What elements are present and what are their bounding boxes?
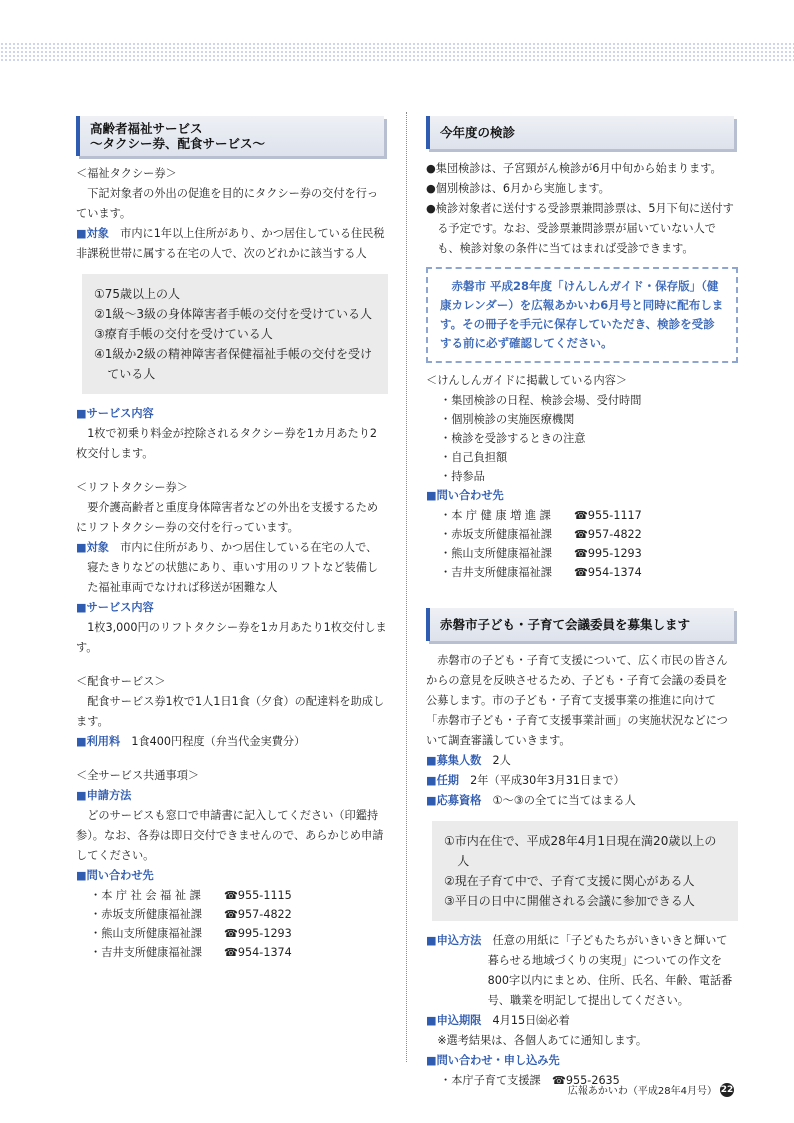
meal-desc: 配食サービス券1枚で1人1日1食（夕食）の配達料を助成します。 <box>76 695 385 728</box>
guide-item: ・検診を受診するときの注意 <box>440 432 586 445</box>
checkup-header: 今年度の検診 <box>426 116 734 149</box>
right-column <box>426 116 738 1090</box>
council-desc: 赤磐市の子ども・子育て支援について、広く市民の皆さんからの意見を反映させるため、子ども・子育て会議の委員を公募します。市の子ども・子育て支援事業の推進に向けて「赤磐市子ども・子育て支援事業計画」の実施状況などについて調査審議していきます。 <box>426 654 728 747</box>
contact-row: ・吉井支所健康福祉課 ☎954-1374 <box>440 566 642 579</box>
contact-row: ・本 庁 健 康 増 進 課 ☎955-1117 <box>440 509 642 522</box>
taxi-title: ＜福祉タクシー券＞ <box>76 167 177 180</box>
council-deadline-note: ※選考結果は、各個人あてに通知します。 <box>437 1034 648 1047</box>
guide-item: ・個別検診の実施医療機関 <box>440 413 575 426</box>
condition-item: ②現在子育て中で、子育て支援に関心がある人 <box>444 874 695 888</box>
guide-item: ・自己負担額 <box>440 451 508 464</box>
welfare-contact-label: ■問い合わせ先 <box>76 869 154 882</box>
contact-row: ・熊山支所健康福祉課 ☎995-1293 <box>90 927 292 940</box>
condition-item: ④1級か2級の精神障害者保健福祉手帳の交付を受けている人 <box>94 347 373 381</box>
footer-publication: 広報あかいわ（平成28年4月号） <box>567 1086 717 1097</box>
contact-row: ・吉井支所健康福祉課 ☎954-1374 <box>90 946 292 959</box>
guide-list <box>426 391 738 486</box>
lift-target: ■対象 市内に住所があり、かつ居住している在宅の人で、寝たきりなどの状態にあり、車いす用のリフトなど装備した福祉車両でなければ移送が困難な人 <box>76 541 379 594</box>
council-conditions-box <box>432 821 738 921</box>
column-divider <box>406 112 407 1062</box>
guide-title: ＜けんしんガイドに掲載している内容＞ <box>426 374 628 387</box>
taxi-desc: 下記対象者の外出の促進を目的にタクシー券の交付を行っています。 <box>76 187 379 220</box>
contact-row: ・本 庁 社 会 福 祉 課 ☎955-1115 <box>90 889 292 902</box>
top-dotted-band <box>0 42 794 62</box>
council-header: 赤磐市子ども・子育て会議委員を募集します <box>426 608 734 641</box>
elderly-welfare-header: 高齢者福祉サービス ～タクシー券、配食サービス～ <box>76 116 384 156</box>
lift-service-label: ■サービス内容 <box>76 601 154 614</box>
meal-fee: ■利用料 1食400円程度（弁当代金実費分） <box>76 735 306 748</box>
taxi-conditions-box <box>82 274 388 394</box>
taxi-target: ■対象 市内に1年以上住所があり、かつ居住している住民税非課税世帯に属する在宅の人で、次のどれかに該当する人 <box>76 227 385 260</box>
condition-item: ③療育手帳の交付を受けている人 <box>94 327 273 341</box>
condition-item: ③平日の日中に開催される会議に参加できる人 <box>444 894 695 908</box>
guide-item: ・集団検診の日程、検診会場、受付時間 <box>440 394 642 407</box>
common-title: ＜全サービス共通事項＞ <box>76 769 200 782</box>
contact-row: ・赤坂支所健康福祉課 ☎957-4822 <box>440 528 642 541</box>
contact-row: ・熊山支所健康福祉課 ☎995-1293 <box>440 547 642 560</box>
council-term: ■任期 2年（平成30年3月31日まで） <box>426 774 625 787</box>
council-count: ■募集人数 2人 <box>426 754 511 767</box>
condition-item: ②1級～3級の身体障害者手帳の交付を受けている人 <box>94 307 373 321</box>
left-column <box>76 116 388 962</box>
contact-row: ・赤坂支所健康福祉課 ☎957-4822 <box>90 908 292 921</box>
page-number: 22 <box>720 1084 734 1095</box>
kenshin-guide-notice: 赤磐市 平成28年度「けんしんガイド・保存版」（健康カレンダー）を広報あかいわ6月号と同時に配布します。その冊子を手元に保存していただき、検診を受診する前に必ず確認してください。 <box>426 267 738 363</box>
checkup-item: ●検診対象者に送付する受診票兼問診票は、5月下旬に送付する予定です。なお、受診票兼問診票が届いていない人でも、検診対象の条件に当てはまれば受診できます。 <box>426 202 734 255</box>
guide-item: ・持参品 <box>440 470 485 483</box>
condition-item: ①75歳以上の人 <box>94 287 181 301</box>
contact-row: ・本庁子育て支援課 ☎955-2635 <box>440 1074 620 1087</box>
apply-label: ■申請方法 <box>76 789 132 802</box>
checkup-item: ●集団検診は、子宮頸がん検診が6月中旬から始まります。 <box>426 162 722 175</box>
lift-title: ＜リフトタクシー券＞ <box>76 481 188 494</box>
checkup-item: ●個別検診は、6月から実施します。 <box>426 182 610 195</box>
checkup-contact-label: ■問い合わせ先 <box>426 489 504 502</box>
lift-service-text: 1枚3,000円のリフトタクシー券を1カ月あたり1枚交付します。 <box>76 621 387 654</box>
taxi-service-text: 1枚で初乗り料金が控除されるタクシー券を1カ月あたり2枚交付します。 <box>76 427 378 460</box>
page-footer <box>568 1082 734 1097</box>
council-deadline: ■申込期限 4月15日㈮必着 <box>426 1014 570 1027</box>
apply-text: どのサービスも窓口で申請書に記入してください（印鑑持参）。なお、各券は即日交付できませんので、あらかじめ申請してください。 <box>76 809 384 862</box>
council-qualification: ■応募資格 ①～③の全てに当てはまる人 <box>426 794 636 807</box>
taxi-service-label: ■サービス内容 <box>76 407 154 420</box>
lift-desc: 要介護高齢者と重度身体障害者などの外出を支援するためにリフトタクシー券の交付を行っています。 <box>76 501 379 534</box>
meal-title: ＜配食サービス＞ <box>76 675 166 688</box>
council-method: ■申込方法 任意の用紙に「子どもたちがいきいきと輝いて暮らせる地域づくりの実現」についての作文を800字以内にまとめ、住所、氏名、年齢、電話番号、職業を明記して提出してください。 <box>426 934 733 1007</box>
council-contact-label: ■問い合わせ・申し込み先 <box>426 1054 560 1067</box>
condition-item: ①市内在住で、平成28年4月1日現在満20歳以上の人 <box>444 834 717 868</box>
